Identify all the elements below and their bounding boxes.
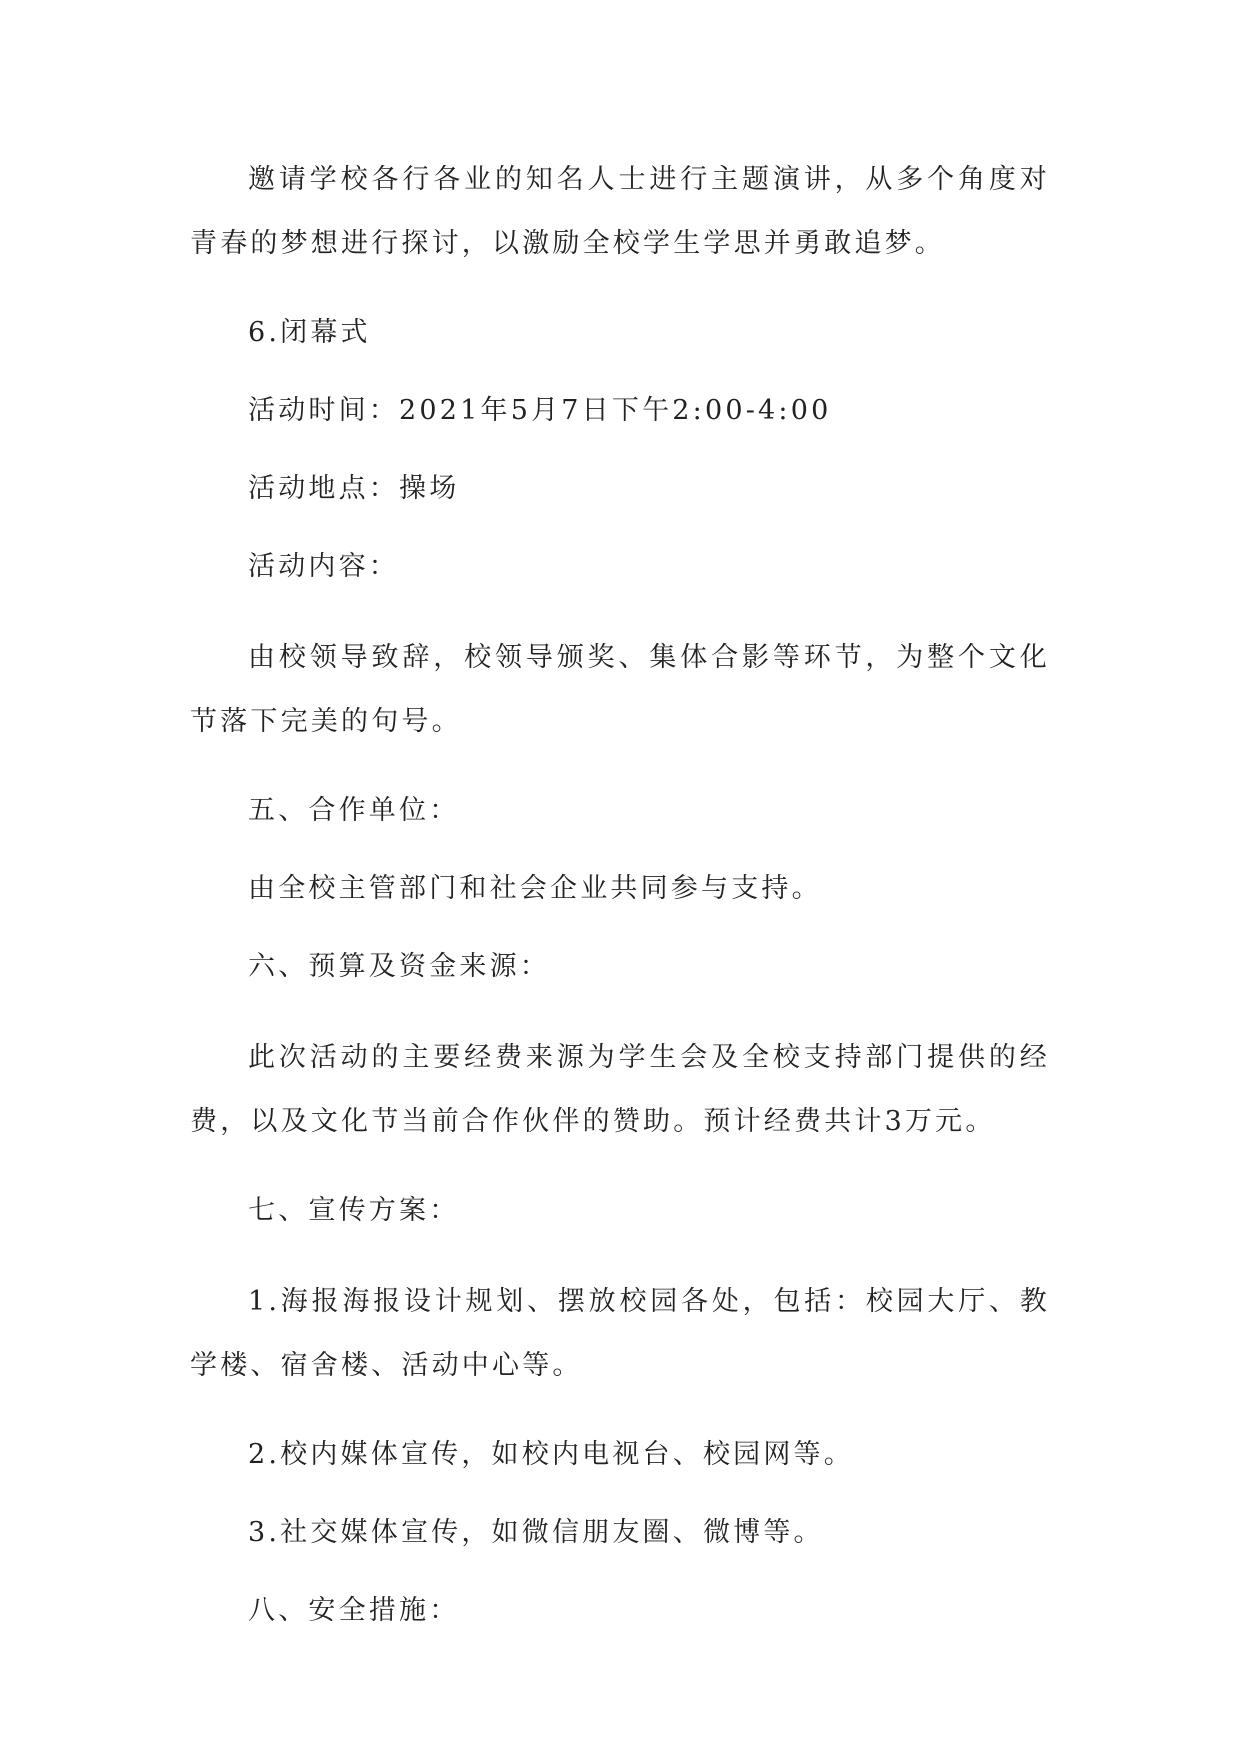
heading-partners: 五、合作单位：	[248, 795, 460, 826]
heading-closing-ceremony: 6.闭幕式	[248, 317, 371, 348]
paragraph-partners: 由全校主管部门和社会企业共同参与支持。	[248, 873, 822, 904]
document-body	[190, 148, 1050, 1670]
activity-content-label: 活动内容：	[248, 551, 399, 582]
paragraph-closing: 由校领导致辞，校领导颁奖、集体合影等环节，为整个文化节落下完美的句号。	[190, 642, 1050, 737]
heading-budget: 六、预算及资金来源：	[248, 951, 550, 982]
publicity-item-3: 3.社交媒体宣传，如微信朋友圈、微博等。	[248, 1517, 824, 1548]
activity-time: 活动时间：2021年5月7日下午2:00-4:00	[248, 395, 832, 426]
publicity-item-2: 2.校内媒体宣传，如校内电视台、校园网等。	[248, 1439, 854, 1470]
publicity-item-1: 1.海报海报设计规划、摆放校园各处，包括：校园大厅、教学楼、宿舍楼、活动中心等。	[190, 1286, 1050, 1381]
paragraph-budget: 此次活动的主要经费来源为学生会及全校支持部门提供的经费，以及文化节当前合作伙伴的赞助。预计经费共计3万元。	[190, 1042, 1050, 1137]
heading-safety: 八、安全措施：	[248, 1595, 460, 1626]
activity-location: 活动地点：操场	[248, 473, 460, 504]
heading-publicity: 七、宣传方案：	[248, 1195, 460, 1226]
paragraph-speech: 邀请学校各行各业的知名人士进行主题演讲，从多个角度对青春的梦想进行探讨，以激励全校学生学思并勇敢追梦。	[190, 164, 1050, 259]
